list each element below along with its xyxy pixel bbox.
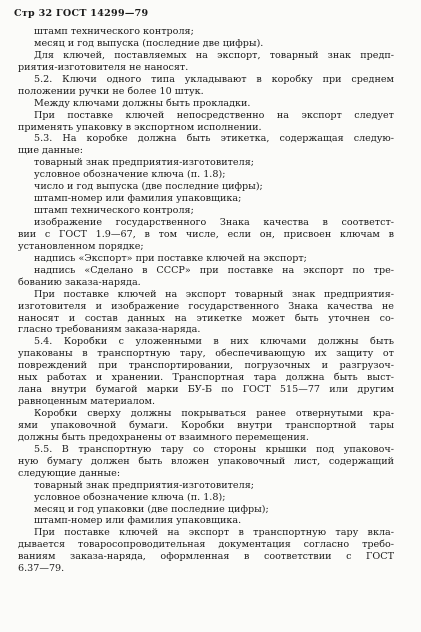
- text-line: ную бумагу должен быть вложен упаковочный лист, содержащий: [18, 455, 394, 467]
- text-line: следующие данные:: [18, 467, 121, 479]
- text-line: гласно требованиям заказа-наряда.: [18, 324, 201, 336]
- text-line: штамп технического контроля;: [34, 26, 194, 37]
- text-line: лана внутри бумагой марки БУ-Б по ГОСТ 515—77 или другим: [18, 384, 394, 396]
- text-line: риятия-изготовителя не наносят.: [18, 61, 189, 73]
- text-line: вии с ГОСТ 1.9—67, в том числе, если он, присвоен ключам в: [18, 228, 394, 240]
- text-line: изготовителя и изображение государственного Знака качества не: [18, 300, 394, 312]
- text-line: дывается товаросопроводительная документация согласно требо-: [18, 539, 394, 551]
- text-line: число и год выпуска (две последние цифры);: [34, 181, 263, 193]
- text-line: При поставке ключей на экспорт товарный знак предприятия-: [34, 288, 394, 300]
- text-line: 5.5. В транспортную тару со стороны крышки под упаковоч-: [34, 443, 394, 455]
- text-line: равноценным материалом.: [18, 396, 156, 408]
- text-line: ных работах и хранении. Транспортная тара должна быть выст-: [18, 372, 394, 384]
- text-line: 5.4. Коробки с уложенными в них ключами должны быть: [34, 336, 394, 348]
- text-line: Для ключей, поставляемых на экспорт, товарный знак предп-: [34, 49, 394, 61]
- document-body: [18, 26, 394, 575]
- text-line: ваниям заказа-наряда, оформленная в соответствии с ГОСТ: [18, 551, 394, 563]
- text-line: 5.2. Ключи одного типа укладывают в коробку при среднем: [34, 73, 394, 85]
- text-line: положении ручки не более 10 штук.: [18, 85, 204, 97]
- text-line: ями упаковочной бумаги. Коробки внутри транспортной тары: [18, 419, 394, 431]
- text-line: установленном порядке;: [18, 240, 144, 252]
- text-line: месяц и год упаковки (две последние цифры);: [34, 503, 269, 515]
- page-header: Стр 32 ГОСТ 14299—79: [14, 8, 149, 19]
- text-line: бованию заказа-наряда.: [18, 276, 141, 288]
- text-line: надпись «Сделано в СССР» при поставке на экспорт по тре-: [34, 264, 394, 276]
- text-line: упакованы в транспортную тару, обеспечивающую их защиту от: [18, 348, 394, 360]
- text-line: надпись «Экспорт» при поставке ключей на экспорт;: [34, 252, 307, 264]
- text-line: 5.3. На коробке должна быть этикетка, содержащая следую-: [34, 133, 394, 145]
- text-line: товарный знак предприятия-изготовителя;: [34, 479, 254, 491]
- text-line: штамп-номер или фамилия упаковщика;: [34, 193, 242, 205]
- text-line: условное обозначение ключа (п. 1.8);: [34, 169, 226, 181]
- text-line: наносят и состав данных на этикетке может быть уточнен со-: [18, 312, 394, 324]
- text-line: штамп-номер или фамилия упаковщика.: [34, 515, 242, 527]
- text-line: При поставке ключей непосредственно на экспорт следует: [34, 109, 394, 121]
- text-line: должны быть предохранены от взаимного перемещения.: [18, 431, 309, 443]
- text-line: условное обозначение ключа (п. 1.8);: [34, 491, 226, 503]
- text-line: изображение государственного Знака качества в соответст-: [34, 217, 394, 228]
- text-line: месяц и год выпуска (последние две цифры).: [34, 37, 264, 49]
- text-line: штамп технического контроля;: [34, 205, 194, 217]
- text-line: повреждений при транспортировании, погрузочных и разгрузоч-: [18, 360, 394, 372]
- text-line: товарный знак предприятия-изготовителя;: [34, 157, 254, 169]
- text-line: При поставке ключей на экспорт в транспортную тару вкла-: [34, 527, 394, 539]
- text-line: 6.37—79.: [18, 563, 65, 575]
- text-line: Между ключами должны быть прокладки.: [34, 97, 251, 109]
- text-line: применять упаковку в экспортном исполнении.: [18, 121, 262, 133]
- text-line: Коробки сверху должны покрываться ранее отвернутыми кра-: [34, 408, 394, 419]
- text-line: щие данные:: [18, 145, 84, 157]
